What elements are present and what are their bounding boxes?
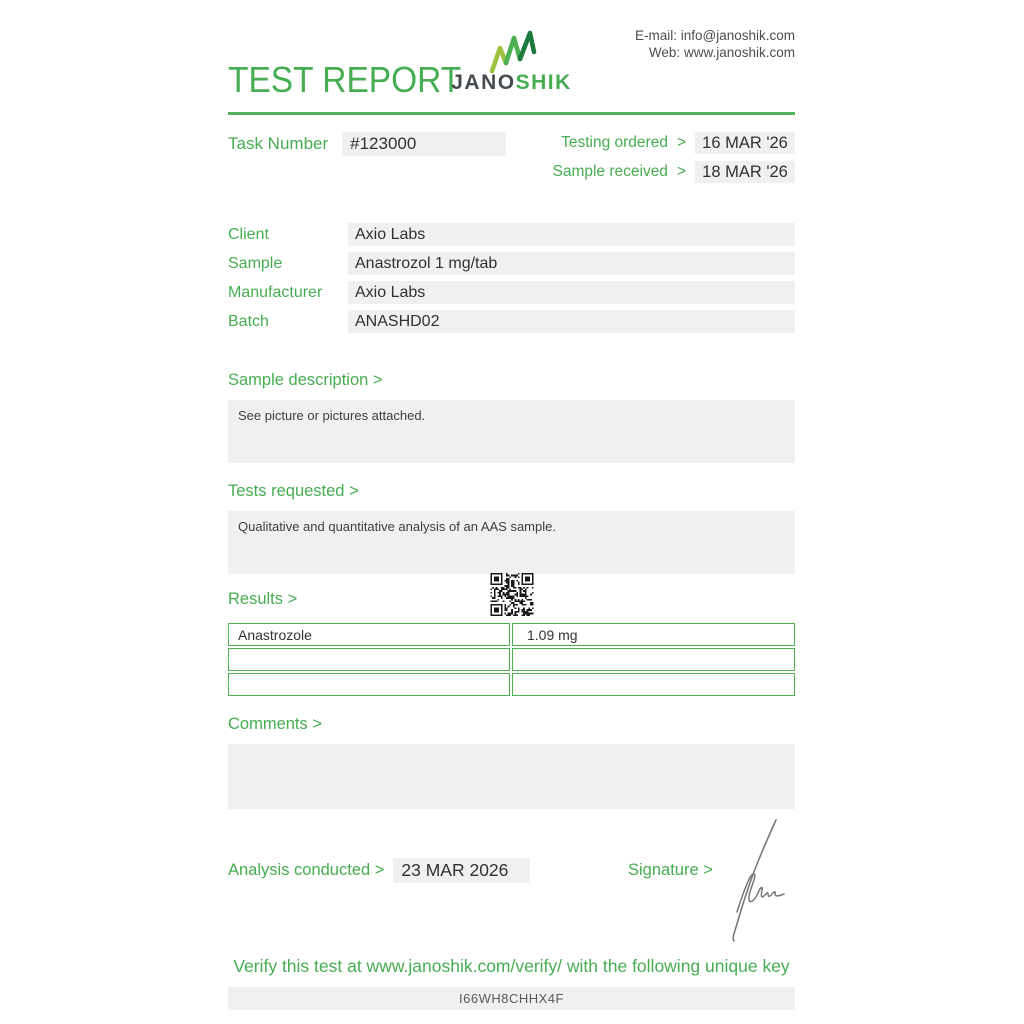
info-row-client bbox=[228, 223, 795, 246]
header-divider bbox=[228, 112, 795, 115]
manufacturer-label: Manufacturer bbox=[228, 283, 323, 301]
email-value: info@janoshik.com bbox=[680, 28, 795, 43]
result-value-0: 1.09 mg bbox=[512, 623, 795, 646]
logo-wordmark bbox=[437, 71, 587, 95]
growth-bars-icon bbox=[486, 30, 538, 74]
testing-ordered-row bbox=[552, 132, 795, 154]
client-value: Axio Labs bbox=[348, 223, 795, 246]
task-number-value: #123000 bbox=[342, 132, 506, 156]
logo bbox=[437, 30, 587, 95]
sample-received-label: Sample received bbox=[552, 163, 668, 180]
logo-text-shik: SHIK bbox=[515, 71, 572, 94]
analysis-conducted-value: 23 MAR 2026 bbox=[393, 858, 530, 883]
sample-description-box: See picture or pictures attached. bbox=[228, 400, 795, 463]
info-row-batch bbox=[228, 310, 795, 333]
web-line bbox=[635, 44, 795, 61]
batch-label: Batch bbox=[228, 312, 269, 330]
batch-value: ANASHD02 bbox=[348, 310, 795, 333]
footer-row bbox=[228, 858, 795, 955]
testing-ordered-arrow: > bbox=[676, 134, 686, 151]
client-label: Client bbox=[228, 225, 269, 243]
report-header bbox=[228, 0, 795, 112]
sample-label: Sample bbox=[228, 254, 283, 272]
handwritten-signature bbox=[706, 818, 798, 942]
qr-code bbox=[490, 573, 533, 616]
task-number-label: Task Number bbox=[228, 134, 329, 153]
contact-info bbox=[635, 27, 795, 61]
task-row bbox=[228, 132, 795, 183]
comments-heading: Comments > bbox=[228, 715, 322, 733]
email-line bbox=[635, 27, 795, 44]
email-label: E-mail: bbox=[634, 28, 677, 43]
tests-requested-box: Qualitative and quantitative analysis of an AAS sample. bbox=[228, 511, 795, 574]
tests-requested-heading: Tests requested > bbox=[228, 482, 359, 500]
results-section bbox=[228, 589, 795, 696]
manufacturer-value: Axio Labs bbox=[348, 281, 795, 304]
info-row-sample bbox=[228, 252, 795, 275]
logo-text-jano: JANO bbox=[451, 71, 516, 94]
sample-info-grid bbox=[228, 223, 795, 333]
result-name-2 bbox=[228, 673, 510, 696]
result-value-1 bbox=[512, 648, 795, 671]
analysis-conducted-label: Analysis conducted > bbox=[228, 861, 385, 879]
comments-box bbox=[228, 744, 795, 809]
test-report-page bbox=[228, 0, 795, 1010]
web-value: www.janoshik.com bbox=[683, 45, 795, 60]
task-number-group bbox=[228, 132, 506, 156]
signature-label: Signature > bbox=[628, 861, 713, 879]
web-label: Web: bbox=[648, 45, 681, 60]
unique-key: I66WH8CHHX4F bbox=[228, 987, 795, 1010]
testing-ordered-value: 16 MAR '26 bbox=[695, 132, 795, 154]
result-name-1 bbox=[228, 648, 510, 671]
results-table bbox=[228, 623, 795, 696]
sample-received-arrow: > bbox=[676, 163, 686, 180]
info-row-manufacturer bbox=[228, 281, 795, 304]
sample-value: Anastrozol 1 mg/tab bbox=[348, 252, 795, 275]
result-value-2 bbox=[512, 673, 795, 696]
page-title: TEST REPORT bbox=[228, 59, 462, 100]
testing-ordered-label: Testing ordered bbox=[561, 134, 668, 151]
sample-description-heading: Sample description > bbox=[228, 371, 383, 389]
sample-received-value: 18 MAR '26 bbox=[695, 161, 795, 183]
sample-received-row bbox=[552, 161, 795, 183]
verify-instruction: Verify this test at www.janoshik.com/verify/ with the following unique key bbox=[233, 956, 790, 976]
results-heading: Results > bbox=[228, 590, 298, 608]
dates-group bbox=[552, 132, 795, 183]
result-name-0: Anastrozole bbox=[228, 623, 510, 646]
